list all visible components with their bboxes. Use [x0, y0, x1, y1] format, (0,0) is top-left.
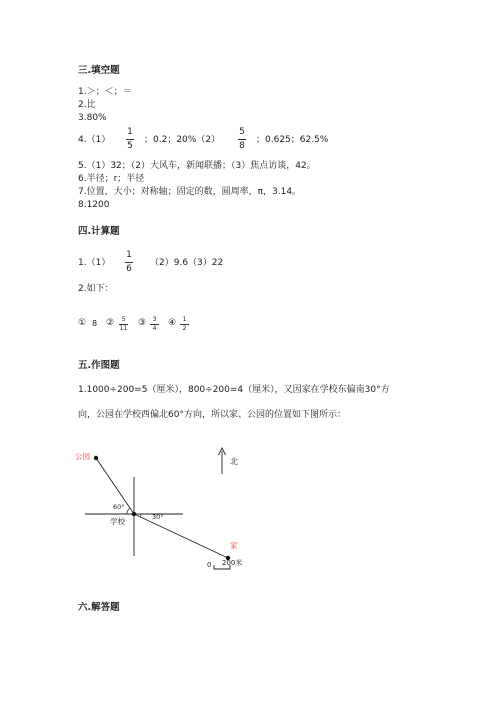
denominator: 6 [126, 264, 132, 274]
angle-arc-60 [127, 508, 130, 514]
scale-zero-label: 0 [207, 561, 212, 569]
circled-two: ② [106, 318, 115, 328]
answer-5-line-2: 向，公园在学校西偏北60°方向，所以家、公园的位置如下图所示： [78, 410, 346, 420]
answer-3-2: 2.比 [78, 100, 96, 110]
answer-3-8: 8.1200 [78, 200, 110, 210]
answer-4-1-suffix: （2）9.6（3）22 [150, 258, 224, 268]
circled-one: ① [78, 318, 87, 328]
section-4-title: 四.计算题 [78, 226, 120, 237]
answer-3-6: 6.半径；r；半径 [78, 174, 145, 184]
home-direction-line [134, 514, 228, 558]
school-point [132, 512, 136, 516]
numerator: 3 [152, 316, 157, 323]
answer-4-2: 2.如下： [78, 284, 114, 294]
section-5-title: 五.作图题 [78, 360, 120, 371]
circled-three: ③ [138, 318, 147, 328]
numerator: 1 [127, 127, 133, 137]
answer-3-4-mid: ；0.2；20%（2） [144, 135, 221, 145]
section-6-title: 六.解答题 [78, 602, 120, 613]
denominator: 2 [182, 325, 187, 332]
park-label: 公园 [75, 452, 90, 461]
answer-3-4-suffix: ；0.625；62.5% [256, 135, 329, 145]
denominator: 11 [119, 325, 128, 332]
numerator: 5 [239, 127, 245, 137]
park-point [94, 456, 98, 460]
numerator: 5 [121, 316, 126, 323]
answer-3-5: 5.（1）32；（2）大风车，新闻联播；（3）焦点访谈，42。 [78, 161, 316, 171]
north-label: 北 [230, 457, 238, 466]
numerator: 1 [126, 250, 132, 260]
scale-label: 200米 [222, 559, 243, 567]
denominator: 4 [152, 325, 157, 332]
numerator: 1 [182, 316, 187, 323]
answer-4-1-prefix: 1.（1） [78, 258, 111, 268]
answer-3-1: 1.＞；＜；＝ [78, 87, 132, 97]
section-3-title: 三.填空题 [78, 65, 120, 76]
denominator: 5 [127, 141, 133, 151]
answer-3-4-prefix: 4.（1） [78, 135, 111, 145]
answer-3-7: 7.位置，大小；对称轴；固定的数，圆周率，π，3.14。 [78, 187, 302, 197]
circled-four: ④ [168, 318, 177, 328]
angle-60-label: 60° [113, 503, 125, 511]
answer-5-line-1: 1.1000÷200=5（厘米），800÷200=4（厘米），又因家在学校东偏南30°方 [78, 385, 390, 395]
answer-value-1: 8 [92, 319, 98, 328]
angle-30-label: 30° [152, 513, 164, 521]
denominator: 8 [239, 141, 245, 151]
school-label: 学校 [110, 517, 125, 526]
answer-3-3: 3.80% [78, 113, 107, 123]
home-label: 家 [230, 541, 238, 550]
